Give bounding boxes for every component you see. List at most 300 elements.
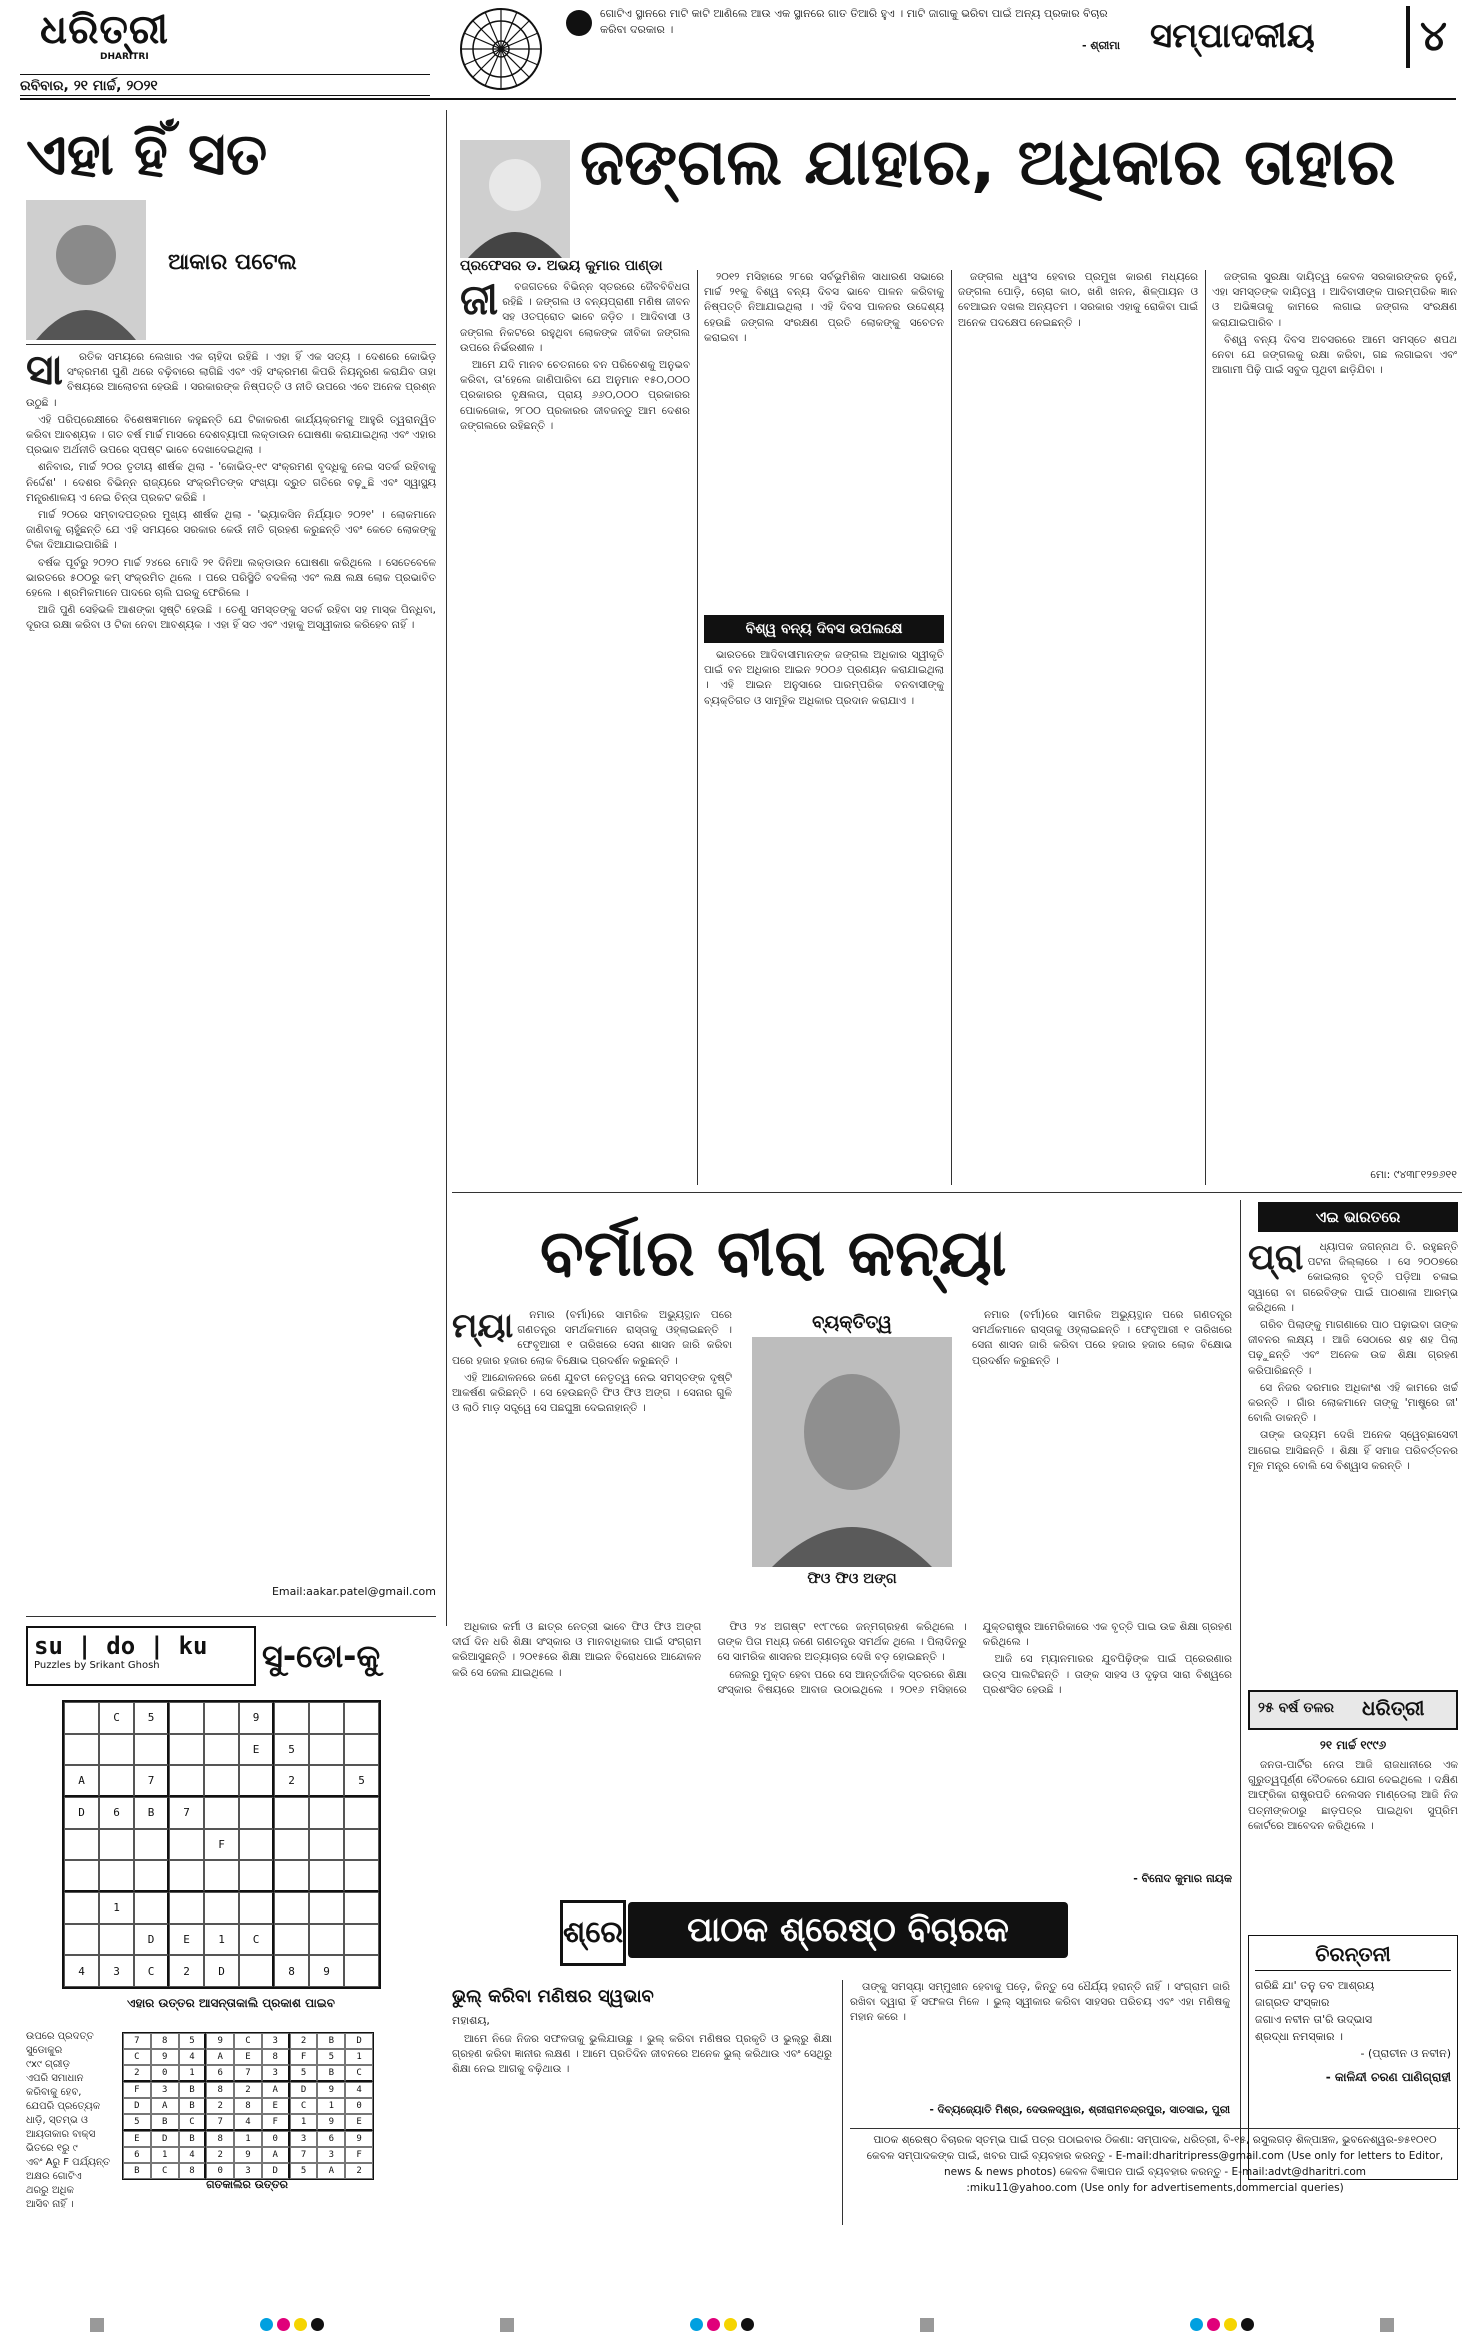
letter-col-1	[452, 2032, 832, 2237]
sudoku-solution-cell: 1	[179, 2065, 207, 2082]
sidebar-rule	[1240, 1200, 1241, 2190]
sudoku-solution-cell: A	[317, 2163, 345, 2179]
sudoku-cell[interactable]	[274, 1860, 309, 1892]
chirantani-line-5: - (ପ୍ରାଚୀନ ଓ ନବୀନ)	[1360, 2047, 1451, 2060]
sudoku-solution-cell: F	[345, 2147, 373, 2163]
main-col-3	[958, 270, 1198, 1185]
reader-title: ପାଠକ ଶ୍ରେଷ୍ଠ ବିଚାରକ	[687, 1910, 1009, 1950]
sudoku-cell[interactable]	[274, 1924, 309, 1956]
profile-byline: - ବିନୋଦ କୁମାର ନାୟକ	[1133, 1872, 1232, 1885]
sudoku-rule-1: ଉପରେ ପ୍ରଦତ୍ତ ସୁଡୋକୁର	[26, 2031, 94, 2056]
contact-top-rule	[850, 2128, 1460, 2129]
sudoku-solution-grid	[122, 2032, 374, 2180]
main-para-5: ଜଙ୍ଗଲ ଧ୍ୱଂସ ହେବାର ପ୍ରମୁଖ କାରଣ ମଧ୍ୟରେ ଜଙ୍ଗଲ ପୋଡ଼ି, ଚୋରା କାଠ, ଖଣି ଖନନ, ଶିଳ୍ପାୟନ ଓ ବେଆଇନ ଦଖଲ ଅନ୍ୟତମ । ସରକାର ଏହାକୁ ରୋକିବା ପାଇଁ ଅନେକ ପଦକ୍ଷେପ ନେଇଛନ୍ତି ।	[958, 271, 1198, 329]
sudoku-solution-cell: 0	[206, 2163, 234, 2179]
letter-signature: - ଦିବ୍ୟଜ୍ୟୋତି ମିଶ୍ର, ଦେଉଳଦ୍ୱାର, ଶ୍ରୀରାମଚନ୍ଦ୍ରପୁର, ସାତସାଇ, ପୁରୀ	[929, 2104, 1230, 2116]
sudoku-cell[interactable]	[99, 1765, 134, 1797]
sudoku-cell[interactable]	[239, 1860, 274, 1892]
sudoku-cell[interactable]	[344, 1829, 379, 1861]
sudoku-cell[interactable]	[239, 1892, 274, 1924]
sudoku-cell[interactable]: 5	[134, 1702, 169, 1734]
author-photo-left	[26, 200, 146, 340]
sudoku-cell[interactable]	[344, 1892, 379, 1924]
left-article-title: ଏହା ହିଁ ସତ	[26, 120, 268, 188]
contact-box	[850, 2132, 1460, 2196]
profile-label: ବ୍ୟକ୍ତିତ୍ୱ	[812, 1312, 892, 1333]
print-marks-left	[90, 2318, 104, 2332]
sudoku-cell[interactable]	[239, 1765, 274, 1797]
sudoku-cell[interactable]	[64, 1734, 99, 1766]
sudoku-solution-cell: 2	[206, 2147, 234, 2163]
sudoku-solution-cell: F	[262, 2114, 290, 2131]
sudoku-solution-cell: 1	[345, 2049, 373, 2065]
reader-title-box	[628, 1902, 1068, 1958]
letter-salutation: ମହାଶୟ,	[452, 2014, 490, 2027]
sudoku-solution-cell: 2	[206, 2098, 234, 2114]
print-marks-mid	[500, 2318, 514, 2332]
sudoku-rule-4: କରିବାକୁ ହେବ,	[26, 2087, 82, 2098]
sudoku-cell[interactable]: E	[169, 1924, 204, 1956]
sudoku-rule-3: ଏପରି ସମାଧାନ	[26, 2073, 84, 2084]
yellow-dot	[724, 2318, 737, 2331]
gray-swatch	[920, 2318, 934, 2332]
profile-title: ବର୍ମାର ବୀରା କନ୍ୟା	[540, 1217, 1007, 1291]
sudoku-cell[interactable]	[274, 1797, 309, 1829]
contact-line-2[interactable]: କେବଳ ସମ୍ପାଦକଙ୍କ ପାଇଁ, ଖବର ପାଇଁ ବ୍ୟବହାର କରନ୍ତୁ - E-mail:dharitripress@gmail.com (Use only for letters to Editor,	[866, 2150, 1444, 2162]
sudoku-cell[interactable]: 5	[344, 1765, 379, 1797]
sudoku-grid[interactable]	[62, 1700, 381, 1989]
sudoku-solution-cell: B	[179, 2082, 207, 2098]
sudoku-solution-cell: 8	[262, 2049, 290, 2065]
sudoku-cell[interactable]: 4	[64, 1955, 99, 1987]
sudoku-cell[interactable]: 9	[239, 1702, 274, 1734]
chirantani-line-4: ଶ୍ରଦ୍ଧା ନମସ୍କାର ।	[1255, 2030, 1343, 2043]
sidebar-para-3: ସେ ନିଜର ଦରମାର ଅଧିକାଂଶ ଏହି କାମରେ ଖର୍ଚ୍ଚ କରନ୍ତି । ଗାଁର ଲୋକମାନେ ତାଙ୍କୁ 'ମାଷ୍ଟ୍ରେ ଜୀ' ବୋଲି ଡାକନ୍ତି ।	[1248, 1381, 1458, 1425]
sudoku-cell[interactable]	[169, 1860, 204, 1892]
sudoku-solution-cell: E	[123, 2131, 151, 2147]
sudoku-cell[interactable]	[134, 1829, 169, 1861]
black-dot	[741, 2318, 754, 2331]
sudoku-solution-cell: 8	[151, 2033, 179, 2049]
yellow-dot	[1224, 2318, 1237, 2331]
sudoku-solution-label: ଗତକାଲିର ଉତ୍ତର	[206, 2178, 288, 2191]
sidebar-tag-text: ଏଇ ଭାରତରେ	[1315, 1208, 1401, 1226]
sudoku-solution-cell: 9	[317, 2082, 345, 2098]
sudoku-cell[interactable]	[204, 1734, 239, 1766]
left-drop-cap: ସା	[26, 350, 63, 394]
page-number: ୪	[1420, 11, 1447, 60]
contact-line-3[interactable]: news & news photos) କେବଳ ବିଜ୍ଞାପନ ପାଇଁ ବ୍ୟବହାର କରନ୍ତୁ - E-mail:advt@dharitri.com	[943, 2166, 1367, 2178]
sudoku-cell[interactable]	[274, 1702, 309, 1734]
main-para-2: ୨୦୧୨ ମସିହାରେ ୨୮ରେ ସର୍ବଭୂମିଶିଳ ସାଧାରଣ ସଭାରେ ମାର୍ଚ୍ଚ ୨୧କୁ ବିଶ୍ୱ ବନ୍ୟ ଦିବସ ଭାବେ ପାଳନ କରିବାକୁ ନିଷ୍ପତ୍ତି ନିଆଯାଇଥିଲା । ଏହି ଦିବସ ପାଳନର ଉଦ୍ଦେଶ୍ୟ ହେଉଛି ଜଙ୍ଗଲ ସଂରକ୍ଷଣ ପ୍ରତି ଲୋକଙ୍କୁ ସଚେତନ କରାଇବା ।	[704, 271, 944, 344]
sudoku-cell[interactable]	[99, 1734, 134, 1766]
sudoku-solution-cell: A	[206, 2049, 234, 2065]
sudoku-solution-cell: 9	[317, 2114, 345, 2131]
sudoku-solution-cell: 8	[234, 2098, 262, 2114]
profile-para-5: ଜେଲରୁ ମୁକ୍ତ ହେବା ପରେ ସେ ଆନ୍ତର୍ଜାତିକ ସ୍ତରରେ ଶିକ୍ଷା ସଂସ୍କାର ବିଷୟରେ ଆବାଜ ଉଠାଇଥିଲେ । ୨୦୧୬ ମସିହାରେ ଯୁକ୍ତରାଷ୍ଟ୍ର ଆମେରିକାରେ ଏକ ବୃତ୍ତି ପାଇ ଉଚ୍ଚ ଶିକ୍ଷା ଗ୍ରହଣ କରିଥିଲେ ।	[717, 1621, 1232, 1696]
main-article-title: ଜଙ୍ଗଲ ଯାହାର, ଅଧିକାର ତାହାର	[580, 126, 1396, 200]
sudoku-cell[interactable]	[169, 1734, 204, 1766]
sudoku-cell[interactable]	[64, 1860, 99, 1892]
sudoku-rule-7: ଆୟତାକାର ବାକ୍ସ	[26, 2129, 96, 2140]
sudoku-cell[interactable]: E	[239, 1734, 274, 1766]
sudoku-solution-cell: 6	[317, 2131, 345, 2147]
sudoku-solution-cell: E	[345, 2114, 373, 2131]
sudoku-cell[interactable]	[239, 1955, 274, 1987]
anniversary-logo: ଧରିତ୍ରୀ	[1362, 1696, 1425, 1720]
quote-icon	[566, 10, 592, 36]
sudoku-rule-2: ୯x୯ ଗ୍ରୀଡ଼	[26, 2059, 70, 2070]
sudoku-cell[interactable]	[204, 1860, 239, 1892]
sudoku-solution-cell: B	[179, 2131, 207, 2147]
sudoku-cell[interactable]	[99, 1860, 134, 1892]
sudoku-solution-cell: 2	[234, 2082, 262, 2098]
sudoku-cell[interactable]: C	[134, 1955, 169, 1987]
logo-text: ଧରିତ୍ରୀ	[40, 7, 169, 53]
print-marks-right	[1380, 2318, 1394, 2332]
sudoku-solution-cell: D	[290, 2082, 318, 2098]
magenta-dot	[1207, 2318, 1220, 2331]
main-para-4: ଭାରତରେ ଆଦିବାସୀମାନଙ୍କ ଜଙ୍ଗଲ ଅଧିକାର ସ୍ୱୀକୃତି ପାଇଁ ବନ ଅଧିକାର ଆଇନ ୨୦୦୬ ପ୍ରଣୟନ କରାଯାଇଥିଲା । ଏହି ଆଇନ ଅନୁସାରେ ପାରମ୍ପରିକ ବନବାସୀଙ୍କୁ ବ୍ୟକ୍ତିଗତ ଓ ସାମୂହିକ ଅଧିକାର ପ୍ରଦାନ କରାଯାଏ ।	[704, 649, 944, 707]
sidebar-para-4: ତାଙ୍କ ଉଦ୍ୟମ ଦେଖି ଅନେକ ସ୍ୱେଚ୍ଛାସେବୀ ଆଗେଇ ଆସିଛନ୍ତି । ଶିକ୍ଷା ହିଁ ସମାଜ ପରିବର୍ତ୍ତନର ମୂଳ ମନ୍ତ୍ର ବୋଲି ସେ ବିଶ୍ୱାସ କରନ୍ତି ।	[1248, 1429, 1458, 1472]
sudoku-cell[interactable]: 6	[99, 1797, 134, 1829]
sudoku-rule-6: ଧାଡ଼ି, ସ୍ତମ୍ଭ ଓ	[26, 2115, 88, 2126]
sudoku-solution-cell: 7	[234, 2065, 262, 2082]
sudoku-rule-10: ଅକ୍ଷର ଗୋଟିଏ	[26, 2171, 82, 2182]
left-para-3: ଶନିବାର, ମାର୍ଚ୍ଚ ୨୦ର ତୃତୀୟ ଶୀର୍ଷକ ଥିଲା - 'କୋଭିଡ୍-୧୯ ସଂକ୍ରମଣ ବୃଦ୍ଧିକୁ ନେଇ ସତର୍କ ରହିବାକୁ ନିର୍ଦ୍ଦେଶ' । ଦେଶର ବିଭିନ୍ନ ରାଜ୍ୟରେ ସଂକ୍ରମିତଙ୍କ ସଂଖ୍ୟା ଦ୍ରୁତ ଗତିରେ ବଢ଼ୁଛି ଏବଂ ସ୍ୱାସ୍ଥ୍ୟ ମନ୍ତ୍ରଣାଳୟ ଏ ନେଇ ଚିନ୍ତା ପ୍ରକଟ କରିଛି ।	[26, 461, 436, 504]
anniversary-text: ଜନତା-ପାର୍ଟିର ନେତା ଆଜି ରାଜଧାନୀରେ ଏକ ଗୁରୁତ୍ୱପୂର୍ଣ୍ଣ ବୈଠକରେ ଯୋଗ ଦେଇଥିଲେ । ଦକ୍ଷିଣ ଆଫ୍ରିକା ରାଷ୍ଟ୍ରପତି ନେଲସନ ମାଣ୍ଡେଲା ଆଜି ନିଜ ପତ୍ନୀଙ୍କଠାରୁ ଛାଡ଼ପତ୍ର ପାଇଥିବା ସୁପ୍ରିମ କୋର୍ଟରେ ଆବେଦନ କରିଥିଲେ ।	[1248, 1759, 1458, 1832]
sudoku-solution-cell: 7	[206, 2114, 234, 2131]
chirantani-line-2: ଜାଗ୍ରତ ସଂସ୍କାର	[1255, 1996, 1330, 2009]
sudoku-cell[interactable]	[274, 1829, 309, 1861]
sudoku-cell[interactable]	[309, 1829, 344, 1861]
sudoku-cell[interactable]	[99, 1829, 134, 1861]
sudoku-cell[interactable]	[204, 1765, 239, 1797]
sidebar-body	[1248, 1240, 1458, 1680]
sudoku-solution-cell: 3	[262, 2065, 290, 2082]
sidebar-para-2: ଗରିବ ପିଲାଙ୍କୁ ମାଗଣାରେ ପାଠ ପଢ଼ାଇବା ତାଙ୍କ ଜୀବନର ଲକ୍ଷ୍ୟ । ଆଜି ସେଠାରେ ଶହ ଶହ ପିଲା ପଢ଼ୁଛନ୍ତି ଏବଂ ଅନେକ ଉଚ୍ଚ ଶିକ୍ଷା ଗ୍ରହଣ କରିପାରିଛନ୍ତି ।	[1248, 1319, 1458, 1377]
print-marks-cmyk-1	[260, 2318, 324, 2331]
sudoku-cell[interactable]: 7	[169, 1797, 204, 1829]
sudoku-solution-cell: 1	[317, 2098, 345, 2114]
sudoku-cell[interactable]: F	[204, 1829, 239, 1861]
profile-caption: ଫିଓ ଫିଓ ଅଙ୍ଗ	[807, 1571, 897, 1587]
sudoku-cell[interactable]	[239, 1829, 274, 1861]
profile-para-1-cont: ନମାର (ବର୍ମା)ରେ ସାମରିକ ଅଭ୍ୟୁତ୍ଥାନ ପରେ ଗଣତନ୍ତ୍ର ସମର୍ଥକମାନେ ରାସ୍ତାକୁ ଓହ୍ଲାଇଛନ୍ତି । ଫେବୃଆରୀ ୧ ତାରିଖରେ ସେନା ଶାସନ ଜାରି କରିବା ପରେ ହଜାର ହଜାର ଲୋକ ବିକ୍ଷୋଭ ପ୍ରଦର୍ଶନ କରୁଛନ୍ତି ।	[972, 1309, 1232, 1367]
letter-rule	[842, 1980, 843, 2225]
logo	[40, 6, 240, 58]
sudoku-solution-cell: 4	[179, 2049, 207, 2065]
main-footnote: ମୋ: ୯୪୩୮୧୨୭୬୧୧	[1370, 1168, 1457, 1181]
sudoku-cell[interactable]	[344, 1797, 379, 1829]
sudoku-solution-cell: C	[123, 2049, 151, 2065]
profile-para-6: ଆଜି ସେ ମ୍ୟାନମାରର ଯୁବପିଢ଼ିଙ୍କ ପାଇଁ ପ୍ରେରଣାର ଉତ୍ସ ପାଲଟିଛନ୍ତି । ତାଙ୍କ ସାହସ ଓ ଦୃଢ଼ତା ସାରା ବିଶ୍ୱରେ ପ୍ରଶଂସିତ ହେଉଛି ।	[982, 1653, 1232, 1696]
sudoku-cell[interactable]	[169, 1765, 204, 1797]
sudoku-solution-cell: 2	[123, 2065, 151, 2082]
left-article-body	[26, 350, 436, 1610]
sudoku-solution-cell: 0	[262, 2131, 290, 2147]
sudoku-cell[interactable]	[64, 1924, 99, 1956]
sudoku-solution-cell: B	[151, 2114, 179, 2131]
sudoku-rule-11: ଥରରୁ ଅଧିକ	[26, 2185, 74, 2196]
sudoku-cell[interactable]	[274, 1892, 309, 1924]
sudoku-cell[interactable]: 8	[274, 1955, 309, 1987]
letter-para-2: ତାଙ୍କୁ ସମସ୍ୟା ସମ୍ମୁଖୀନ ହେବାକୁ ପଡ଼େ, କିନ୍ତୁ ସେ ଧୈର୍ଯ୍ୟ ହରାନ୍ତି ନାହିଁ । ସଂଗ୍ରାମ ଜାରି ରଖିବା ଦ୍ୱାରା ହିଁ ସଫଳତା ମିଳେ । ଭୁଲ୍ ସ୍ୱୀକାର କରିବା ସାହସର ପରିଚୟ ଏବଂ ଏହା ମଣିଷକୁ ମହାନ କରେ ।	[850, 1981, 1230, 2024]
cyan-dot	[690, 2318, 703, 2331]
sudoku-solution-cell: 0	[345, 2098, 373, 2114]
sudoku-cell[interactable]	[64, 1702, 99, 1734]
black-dot	[311, 2318, 324, 2331]
sudoku-solution-cell: C	[151, 2163, 179, 2179]
profile-para-1: ନମାର (ବର୍ମା)ରେ ସାମରିକ ଅଭ୍ୟୁତ୍ଥାନ ପରେ ଗଣତନ୍ତ୍ର ସମର୍ଥକମାନେ ରାସ୍ତାକୁ ଓହ୍ଲାଇଛନ୍ତି । ଫେବୃଆରୀ ୧ ତାରିଖରେ ସେନା ଶାସନ ଜାରି କରିବା ପରେ ହଜାର ହଜାର ଲୋକ ବିକ୍ଷୋଭ ପ୍ରଦର୍ଶନ କରୁଛନ୍ତି ।	[452, 1309, 732, 1367]
sudoku-solution-cell: 1	[234, 2131, 262, 2147]
sudoku-note: ଏହାର ଉତ୍ତର ଆସନ୍ତାକାଲି ପ୍ରକାଶ ପାଇବ	[127, 1996, 335, 2010]
sudoku-solution-cell: B	[123, 2163, 151, 2179]
masthead-rule	[20, 98, 1456, 100]
sudoku-cell[interactable]: 9	[309, 1955, 344, 1987]
sudoku-solution-cell: 2	[345, 2163, 373, 2179]
sudoku-solution-cell: C	[345, 2065, 373, 2082]
date-bar	[20, 74, 430, 96]
sudoku-cell[interactable]	[344, 1734, 379, 1766]
profile-photo-frame	[742, 1312, 962, 1612]
yellow-dot	[294, 2318, 307, 2331]
sudoku-solution-cell: 7	[290, 2147, 318, 2163]
chirantani-line-3: ଜଗାଏ ନବୀନ ତା'ରି ଉଦ୍‌ଭାସ	[1255, 2013, 1373, 2026]
sudoku-top-rule	[26, 1616, 436, 1617]
sudoku-cell[interactable]	[239, 1797, 274, 1829]
left-para-5: ବର୍ଷକ ପୂର୍ବରୁ ୨୦୨୦ ମାର୍ଚ୍ଚ ୨୪ରେ ମୋଦି ୨୧ ଦିନିଆ ଲକ୍‌ଡାଉନ ଘୋଷଣା କରିଥିଲେ । ସେତେବେଳେ ଭାରତରେ ୫୦୦ରୁ କମ୍ ସଂକ୍ରମିତ ଥିଲେ । ପରେ ପରିସ୍ଥିତି ବଦଳିଲା ଏବଂ ଲକ୍ଷ ଲକ୍ଷ ଲୋକ ପ୍ରଭାବିତ ହେଲେ । ଶ୍ରମିକମାନେ ପାଦରେ ଚାଲି ଘରକୁ ଫେରିଲେ ।	[26, 556, 436, 600]
sudoku-brand-en: su | do | ku	[34, 1632, 208, 1660]
sudoku-cell[interactable]	[344, 1702, 379, 1734]
gray-swatch	[1380, 2318, 1394, 2332]
cyan-dot	[1190, 2318, 1203, 2331]
sudoku-cell[interactable]	[99, 1924, 134, 1956]
sudoku-solution-cell: C	[234, 2033, 262, 2049]
main-para-3: ଆମେ ଯଦି ମାନବ ଚେତନାରେ ବନ ପରିବେଶକୁ ଅନୁଭବ କରିବା, ତା'ହେଲେ ଜାଣିପାରିବା ଯେ ଅନୁମାନ ୧୫୦,୦୦୦ ପ୍ରକାରର ବୃକ୍ଷଲତା, ପ୍ରାୟ ୬୬୦,୦୦୦ ପ୍ରକାରର ପୋକଜୋକ, ୨୮୦୦ ପ୍ରକାରର ଜୀବଜନ୍ତୁ ଆମ ଦେଶର ଜଙ୍ଗଲରେ ରହିଛନ୍ତି ।	[460, 359, 690, 432]
sudoku-solution-cell: 6	[206, 2065, 234, 2082]
sudoku-solution-cell: 2	[290, 2033, 318, 2049]
sudoku-solution-cell: D	[262, 2163, 290, 2179]
left-column-rule	[446, 110, 447, 1626]
sudoku-solution-cell: 9	[345, 2131, 373, 2147]
main-col-rule-1	[697, 270, 698, 1185]
sudoku-cell[interactable]	[204, 1702, 239, 1734]
main-para-6: ଜଙ୍ଗଲ ସୁରକ୍ଷା ଦାୟିତ୍ୱ କେବଳ ସରକାରଙ୍କର ନୁହେଁ, ଏହା ସମସ୍ତଙ୍କ ଦାୟିତ୍ୱ । ଆଦିବାସୀଙ୍କ ପାରମ୍ପରିକ ଜ୍ଞାନ ଓ ଅଭିଜ୍ଞତାକୁ କାମରେ ଲଗାଇ ଜଙ୍ଗଲ ସଂରକ୍ଷଣ କରାଯାଇପାରିବ ।	[1212, 271, 1457, 329]
left-author-rule	[26, 344, 436, 345]
sudoku-cell[interactable]	[134, 1734, 169, 1766]
sudoku-solution-cell: 3	[234, 2163, 262, 2179]
sudoku-cell[interactable]	[309, 1892, 344, 1924]
sudoku-cell[interactable]	[344, 1860, 379, 1892]
sudoku-cell[interactable]	[169, 1892, 204, 1924]
sudoku-solution-cell: 9	[234, 2147, 262, 2163]
sudoku-solution-cell: 3	[262, 2033, 290, 2049]
sudoku-solution-cell: D	[345, 2033, 373, 2049]
left-para-1: ରତିକ ସମୟରେ ଲେଖାର ଏକ ଚାହିଦା ରହିଛି । ଏହା ହିଁ ଏକ ସତ୍ୟ । ଦେଶରେ କୋଭିଡ଼ ସଂକ୍ରମଣ ପୁଣି ଥରେ ବଢ଼ିବାରେ ଲାଗିଛି ଏବଂ ଏହି ସଂକ୍ରମଣ କିପରି ନିୟନ୍ତ୍ରଣ କରାଯିବ ତାହା ବିଷୟରେ ଆଲୋଚନା ହେଉଛି । ସରକାରଙ୍କ ନିଷ୍ପତ୍ତି ଓ ନୀତି ଉପରେ ଏବେ ଅନେକ ପ୍ରଶ୍ନ ଉଠୁଛି ।	[26, 351, 436, 409]
reader-icon: ଶ୍ରେ	[560, 1900, 626, 1966]
sidebar-drop-cap: ପ୍ରା	[1248, 1240, 1304, 1278]
sudoku-brand	[26, 1626, 256, 1686]
sudoku-cell[interactable]: 7	[134, 1765, 169, 1797]
sudoku-cell[interactable]	[134, 1860, 169, 1892]
anniversary-label: ୨୫ ବର୍ଷ ତଳର	[1258, 1700, 1335, 1716]
sudoku-solution-cell: 5	[290, 2065, 318, 2082]
sudoku-cell[interactable]: B	[134, 1797, 169, 1829]
sudoku-cell[interactable]: 2	[274, 1765, 309, 1797]
sudoku-cell[interactable]	[134, 1892, 169, 1924]
left-article-email[interactable]: Email:aakar.patel@gmail.com	[271, 1585, 436, 1598]
sudoku-cell[interactable]	[309, 1765, 344, 1797]
chirantani-author: - କାଳିନ୍ଦୀ ଚରଣ ପାଣିଗ୍ରାହୀ	[1325, 2070, 1451, 2084]
sudoku-cell[interactable]: D	[64, 1797, 99, 1829]
contact-line-1: ପାଠକ ଶ୍ରେଷ୍ଠ ବିଚାରକ ସ୍ତମ୍ଭ ପାଇଁ ପତ୍ର ପଠାଇବାର ଠିକଣା: ସମ୍ପାଦକ, ଧରିତ୍ରୀ, ବି-୧୫, ରସୁଲଗଡ଼ ଶିଳ୍ପାଞ୍ଚଳ, ଭୁବନେଶ୍ୱର-୭୫୧୦୧୦	[873, 2134, 1437, 2146]
main-subhead	[704, 615, 944, 643]
sudoku-cell[interactable]: D	[134, 1924, 169, 1956]
sudoku-brand-or: ସୁ-ଡୋ-କୁ	[262, 1637, 381, 1675]
sudoku-cell[interactable]: C	[239, 1924, 274, 1956]
sudoku-solution-cell: A	[151, 2098, 179, 2114]
sudoku-solution-cell: C	[179, 2114, 207, 2131]
sudoku-solution-cell: B	[317, 2065, 345, 2082]
main-col-rule-3	[1205, 270, 1206, 1185]
anniversary-body	[1248, 1758, 1458, 1928]
sudoku-solution-cell: 5	[123, 2114, 151, 2131]
quote-box	[600, 6, 1120, 86]
sudoku-solution-cell: 3	[317, 2147, 345, 2163]
sudoku-cell[interactable]	[204, 1892, 239, 1924]
sudoku-cell[interactable]: 5	[274, 1734, 309, 1766]
contact-line-4[interactable]: :miku11@yahoo.com (Use only for advertisements,commercial queries)	[966, 2182, 1344, 2194]
cyan-dot	[260, 2318, 273, 2331]
logo-sub: DHARITRI	[100, 52, 149, 62]
sudoku-solution-cell: 9	[206, 2033, 234, 2049]
sudoku-solution-cell: E	[262, 2098, 290, 2114]
print-marks-cmyk-3	[1190, 2318, 1254, 2331]
sudoku-solution-cell: 0	[151, 2065, 179, 2082]
sudoku-cell[interactable]: 1	[204, 1924, 239, 1956]
sudoku-cell[interactable]: C	[99, 1702, 134, 1734]
profile-photo	[752, 1337, 952, 1567]
sudoku-solution-cell: A	[262, 2147, 290, 2163]
sudoku-cell[interactable]	[309, 1702, 344, 1734]
section-title	[1150, 6, 1410, 68]
sudoku-cell[interactable]	[344, 1924, 379, 1956]
sudoku-cell[interactable]	[309, 1860, 344, 1892]
sudoku-rule-5: ଯେପରି ପ୍ରତ୍ୟେକ	[26, 2101, 101, 2112]
sudoku-solution-cell: 6	[123, 2147, 151, 2163]
letter-title: ଭୁଲ୍ କରିବା ମଣିଷର ସ୍ୱଭାବ	[452, 1986, 654, 2007]
main-col-1	[460, 280, 690, 1195]
masthead	[0, 0, 1476, 100]
main-bottom-rule	[452, 1192, 1462, 1193]
sudoku-cell[interactable]	[309, 1797, 344, 1829]
sudoku-rule-12: ଆସିବ ନାହିଁ ।	[26, 2199, 74, 2210]
profile-para-4: ଫିଓ ୨୪ ଅଗଷ୍ଟ ୧୯୮୯ରେ ଜନ୍ମଗ୍ରହଣ କରିଥିଲେ । ତାଙ୍କ ପିତା ମଧ୍ୟ ଜଣେ ଗଣତନ୍ତ୍ର ସମର୍ଥକ ଥିଲେ । ପିଲାଦିନରୁ ସେ ସାମରିକ ଶାସନର ଅତ୍ୟାଚାର ଦେଖି ବଡ଼ ହୋଇଛନ୍ତି ।	[717, 1621, 967, 1664]
author-photo-main	[460, 140, 570, 258]
magenta-dot	[707, 2318, 720, 2331]
letter-para-1: ଆମେ ନିଜେ ନିଜର ସଫଳତାକୁ ଭୁଲିଯାଉଛୁ । ଭୁଲ୍ କରିବା ମଣିଷର ପ୍ରକୃତି ଓ ଭୁଲ୍‌ରୁ ଶିକ୍ଷା ଗ୍ରହଣ କରିବା ଜ୍ଞାନୀର ଲକ୍ଷଣ । ଆମେ ପ୍ରତିଦିନ ଜୀବନରେ ଅନେକ ଭୁଲ୍ କରିଥାଉ ଏବଂ ସେଥିରୁ ଶିକ୍ଷା ନେଇ ଆଗକୁ ବଢ଼ିଥାଉ ।	[452, 2033, 832, 2076]
section-name: ସମ୍ପାଦକୀୟ	[1150, 16, 1315, 56]
main-col-2	[704, 270, 944, 610]
sudoku-rules	[26, 2030, 114, 2235]
print-marks-cmyk-2	[690, 2318, 754, 2331]
sudoku-solution-cell: 8	[206, 2082, 234, 2098]
sudoku-solution-cell: D	[123, 2098, 151, 2114]
reader-header	[560, 1896, 1080, 1964]
sidebar-tag	[1258, 1202, 1458, 1232]
sudoku-cell[interactable]	[64, 1829, 99, 1861]
sudoku-solution-cell: 7	[123, 2033, 151, 2049]
sidebar-para-1: ଧ୍ୟାପକ ଜଗନ୍ନାଥ ତି. ରହୁଛନ୍ତି ପଟନା ଜିଲ୍ଲାରେ । ସେ ୨୦୦୭ରେ କୋଇଲାର ବୃତ୍ତି ପଡ଼ିଆ ଚଳାଇ ସ୍ୱାରୋ ବା ଗରେବିଙ୍କ ପାଇଁ ପାଠଶାଳା ଆରମ୍ଭ କରିଥିଲେ ।	[1248, 1241, 1458, 1314]
sudoku-solution-cell: B	[317, 2033, 345, 2049]
magenta-dot	[277, 2318, 290, 2331]
left-para-6: ଆଜି ପୁଣି ସେହିଭଳି ଆଶଙ୍କା ସୃଷ୍ଟି ହେଉଛି । ତେଣୁ ସମସ୍ତଙ୍କୁ ସତର୍କ ରହିବା ସହ ମାସ୍କ ପିନ୍ଧିବା, ଦୂରତା ରକ୍ଷା କରିବା ଓ ଟିକା ନେବା ଆବଶ୍ୟକ । ଏହା ହିଁ ସତ ଏବଂ ଏହାକୁ ଅସ୍ୱୀକାର କରିହେବ ନାହିଁ ।	[26, 604, 436, 632]
sudoku-solution-cell: B	[179, 2098, 207, 2114]
left-para-4: ମାର୍ଚ୍ଚ ୨୦ରେ ସମ୍ବାଦପତ୍ରର ମୁଖ୍ୟ ଶୀର୍ଷକ ଥିଲା - 'ଭ୍ୟାକସିନ ନିର୍ଯ୍ୟାତ ୨୦୨୧' । ଲୋକମାନେ ଜାଣିବାକୁ ଚାହୁଁଛନ୍ତି ଯେ ଏହି ସମୟରେ ସରକାର କେଉଁ ନୀତି ଗ୍ରହଣ କରୁଛନ୍ତି ଏବଂ କେତେ ଲୋକଙ୍କୁ ଟିକା ଦିଆଯାଇପାରିଛି ।	[26, 509, 436, 552]
sudoku-cell[interactable]: 1	[99, 1892, 134, 1924]
sudoku-cell[interactable]	[309, 1734, 344, 1766]
main-drop-cap: ଜୀ	[460, 280, 499, 324]
gray-swatch	[500, 2318, 514, 2332]
left-article-author: ଆକାର ପଟେଲ	[168, 250, 297, 275]
sudoku-solution-cell: 5	[290, 2163, 318, 2179]
sudoku-solution-cell: 3	[290, 2131, 318, 2147]
sudoku-cell[interactable]: D	[204, 1955, 239, 1987]
profile-para-3: ଅଧିକାର କର୍ମୀ ଓ ଛାତ୍ର ନେତ୍ରୀ ଭାବେ ଫିଓ ଫିଓ ଅଙ୍ଗ ଦୀର୍ଘ ଦିନ ଧରି ଶିକ୍ଷା ସଂସ୍କାର ଓ ମାନବାଧିକାର ପାଇଁ ସଂଗ୍ରାମ କରିଆସୁଛନ୍ତି । ୨୦୧୫ରେ ଶିକ୍ଷା ଆଇନ ବିରୋଧରେ ଆନ୍ଦୋଳନ କରି ସେ ଜେଲ ଯାଇଥିଲେ ।	[452, 1621, 702, 1679]
sudoku-cell[interactable]	[309, 1924, 344, 1956]
main-col-4	[1212, 270, 1457, 1165]
profile-drop-cap: ମ୍ୟା	[452, 1308, 514, 1346]
letter-col-2	[850, 1980, 1230, 2100]
quote-text: ଗୋଟିଏ ସ୍ଥାନରେ ମାଟି କାଟି ଆଣିଲେ ଆଉ ଏକ ସ୍ଥାନରେ ଗାତ ତିଆରି ହୁଏ । ମାଟି ଜାଗାକୁ ଭରିବା ପାଇଁ ଅନ୍ୟ ପ୍ରକାର ବିଚାର କରିବା ଦରକାର ।	[600, 7, 1108, 36]
sudoku-cell[interactable]	[204, 1797, 239, 1829]
sudoku-cell[interactable]: 2	[169, 1955, 204, 1987]
sudoku-rule-9: ଏବଂ Aରୁ F ପର୍ଯ୍ୟନ୍ତ	[26, 2157, 110, 2168]
sudoku-cell[interactable]	[344, 1955, 379, 1987]
sudoku-solution-cell: 4	[234, 2114, 262, 2131]
sudoku-solution-cell: 8	[179, 2163, 207, 2179]
sudoku-solution-cell: 1	[290, 2114, 318, 2131]
gray-swatch	[90, 2318, 104, 2332]
print-marks-mid-2	[920, 2318, 934, 2332]
sudoku-solution-cell: A	[262, 2082, 290, 2098]
main-subhead-text: ବିଶ୍ୱ ବନ୍ୟ ଦିବସ ଉପଲକ୍ଷେ	[745, 621, 903, 637]
quote-author: - ଶ୍ରୀମା	[1081, 39, 1120, 52]
chirantani-line-1: ଗରିଛି ଯା' ତନୁ ତବ ଆଶ୍ରୟ	[1255, 1979, 1375, 1992]
sudoku-cell[interactable]	[169, 1829, 204, 1861]
sudoku-solution-cell: 5	[317, 2049, 345, 2065]
sudoku-solution-cell: 3	[151, 2082, 179, 2098]
main-article-author: ପ୍ରଫେସର ଡ. ଅଭୟ କୁମାର ପାଣ୍ଡା	[460, 258, 663, 274]
anniversary-box	[1248, 1690, 1458, 1730]
anniversary-date: ୨୧ ମାର୍ଚ୍ଚ ୧୯୯୬	[1319, 1738, 1387, 1752]
sudoku-cell[interactable]: 3	[99, 1955, 134, 1987]
black-dot	[1241, 2318, 1254, 2331]
sudoku-solution-cell: 8	[206, 2131, 234, 2147]
left-para-2: ଏହି ପରିପ୍ରେକ୍ଷୀରେ ବିଶେଷଜ୍ଞମାନେ କହୁଛନ୍ତି ଯେ ଟିକାକରଣ କାର୍ଯ୍ୟକ୍ରମକୁ ଆହୁରି ତ୍ୱରାନ୍ୱିତ କରିବା ଆବଶ୍ୟକ । ଗତ ବର୍ଷ ମାର୍ଚ୍ଚ ମାସରେ ଦେଶବ୍ୟାପୀ ଲକ୍‌ଡାଉନ ଘୋଷଣା କରାଯାଇଥିଲା ଏବଂ ଏହାର ପ୍ରଭାବ ଅର୍ଥନୀତି ଉପରେ ସ୍ପଷ୍ଟ ଭାବେ ଦେଖାଦେଇଥିଲା ।	[26, 413, 436, 457]
sudoku-solution-cell: 9	[151, 2049, 179, 2065]
sudoku-solution-cell: D	[151, 2131, 179, 2147]
sudoku-cell[interactable]	[169, 1702, 204, 1734]
sudoku-cell[interactable]: A	[64, 1765, 99, 1797]
sudoku-cell[interactable]	[64, 1892, 99, 1924]
date-text: ରବିବାର, ୨୧ ମାର୍ଚ୍ଚ, ୨୦୨୧	[20, 78, 158, 94]
main-col-2b	[704, 648, 944, 1183]
main-para-1: ବଜଗତରେ ବିଭିନ୍ନ ସ୍ତରରେ ଜୈବବିବିଧତା ରହିଛି । ଜଙ୍ଗଲ ଓ ବନ୍ୟପ୍ରାଣୀ ମଣିଷ ଜୀବନ ସହ ଓତପ୍ରୋତ ଭାବେ ଜଡ଼ିତ । ଆଦିବାସୀ ଓ ଜଙ୍ଗଲ ନିକଟରେ ରହୁଥିବା ଲୋକଙ୍କ ଜୀବିକା ଜଙ୍ଗଲ ଉପରେ ନିର୍ଭରଶୀଳ ।	[460, 281, 690, 354]
emblem-icon	[458, 6, 544, 92]
profile-col-2	[452, 1620, 1232, 1870]
